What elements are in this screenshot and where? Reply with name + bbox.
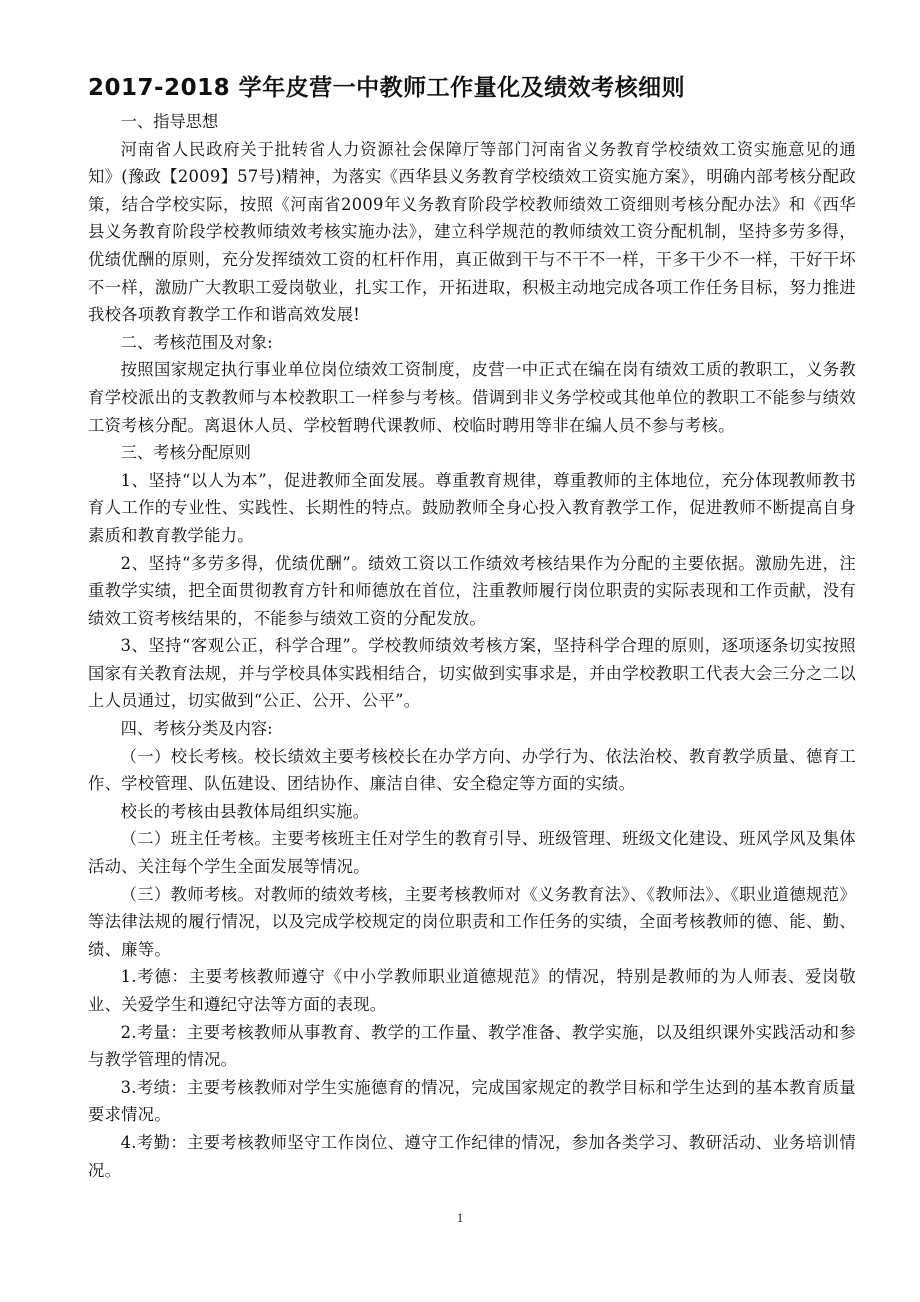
document-title: 2017-2018 学年皮营一中教师工作量化及绩效考核细则 [88, 75, 686, 101]
body-paragraph: （三）教师考核。对教师的绩效考核，主要考核教师对《义务教育法》、《教师法》、《职业道德规范》等法律法规的履行情况，以及完成学校规定的岗位职责和工作任务的实绩，全面考核教师的德、能、勤、绩、廉等。 [88, 884, 856, 959]
body-paragraph: 3、坚持“客观公正，科学合理”。学校教师绩效考核方案，坚持科学合理的原则，逐项逐条切实按照国家有关教育法规，并与学校具体实践相结合，切实做到实事求是，并由学校教职工代表大会三分之二以上人员通过，切实做到“公正、公开、公平”。 [88, 636, 856, 711]
body-paragraph: 校长的考核由县教体局组织实施。 [120, 801, 370, 821]
section-heading: 四、考核分类及内容: [120, 719, 273, 739]
body-paragraph: 按照国家规定执行事业单位岗位绩效工资制度，皮营一中正式在编在岗有绩效工质的教职工，义务教育学校派出的支教教师与本校教职工一样参与考核。借调到非义务学校或其他单位的教职工不能参与绩效工资考核分配。离退休人员、学校暂聘代课教师、校临时聘用等非在编人员不参与考核。 [88, 360, 856, 435]
page-number: 1 [456, 1210, 464, 1225]
body-paragraph: 2.考量：主要考核教师从事教育、教学的工作量、教学准备、教学实施，以及组织课外实践活动和参与教学管理的情况。 [88, 1022, 856, 1070]
section-heading: 三、考核分配原则 [120, 443, 251, 463]
section-heading: 一、指导思想 [120, 112, 219, 131]
body-paragraph: 河南省人民政府关于批转省人力资源社会保障厅等部门河南省义务教育学校绩效工资实施意见的通知》(豫政【2009】57号)精神，为落实《西华县义务教育学校绩效工资实施方案》，明确内部考核分配政策，结合学校实际，按照《河南省2009年义务教育阶段学校教师绩效工资细则考核分配办法》和《西华县义务教育阶段学校教师绩效考核实施办法》，建立科学规范的教师绩效工资分配机制，坚持多劳多得，优绩优酬的原则，充分发挥绩效工资的杠杆作用，真正做到干与不干不一样，干多干少不一样，干好干坏不一样，激励广大教职工爱岗敬业，扎实工作，开拓进取，积极主动地完成各项工作任务目标，努力推进我校各项教育教学工作和谐高效发展! [88, 139, 856, 325]
document-page [88, 68, 856, 1184]
body-paragraph: 1.考德：主要考核教师遵守《中小学教师职业道德规范》的情况，特别是教师的为人师表、爱岗敬业、关爱学生和遵纪守法等方面的表现。 [88, 967, 856, 1014]
body-paragraph: 2、坚持“多劳多得，优绩优酬”。绩效工资以工作绩效考核结果作为分配的主要依据。激励先进，注重教学实绩，把全面贯彻教育方针和师德放在首位，注重教师履行岗位职责的实际表现和工作贡献，没有绩效工资考核结果的，不能参与绩效工资的分配发放。 [88, 553, 856, 628]
document-body [88, 108, 856, 1184]
body-paragraph: （一）校长考核。校长绩效主要考核校长在办学方向、办学行为、依法治校、教育教学质量、德育工作、学校管理、队伍建设、团结协作、廉洁自律、安全稳定等方面的实绩。 [88, 746, 856, 794]
body-paragraph: 1、坚持“以人为本”，促进教师全面发展。尊重教育规律，尊重教师的主体地位，充分体现教师教书育人工作的专业性、实践性、长期性的特点。鼓励教师全身心投入教育教学工作，促进教师不断提高自身素质和教育教学能力。 [88, 470, 856, 545]
body-paragraph: 3.考绩：主要考核教师对学生实施德育的情况，完成国家规定的教学目标和学生达到的基本教育质量要求情况。 [88, 1077, 856, 1125]
body-paragraph: （二）班主任考核。主要考核班主任对学生的教育引导、班级管理、班级文化建设、班风学风及集体活动、关注每个学生全面发展等情况。 [88, 829, 856, 877]
body-paragraph: 4.考勤：主要考核教师坚守工作岗位、遵守工作纪律的情况，参加各类学习、教研活动、业务培训情况。 [88, 1132, 856, 1180]
section-heading: 二、考核范围及对象: [120, 332, 273, 352]
